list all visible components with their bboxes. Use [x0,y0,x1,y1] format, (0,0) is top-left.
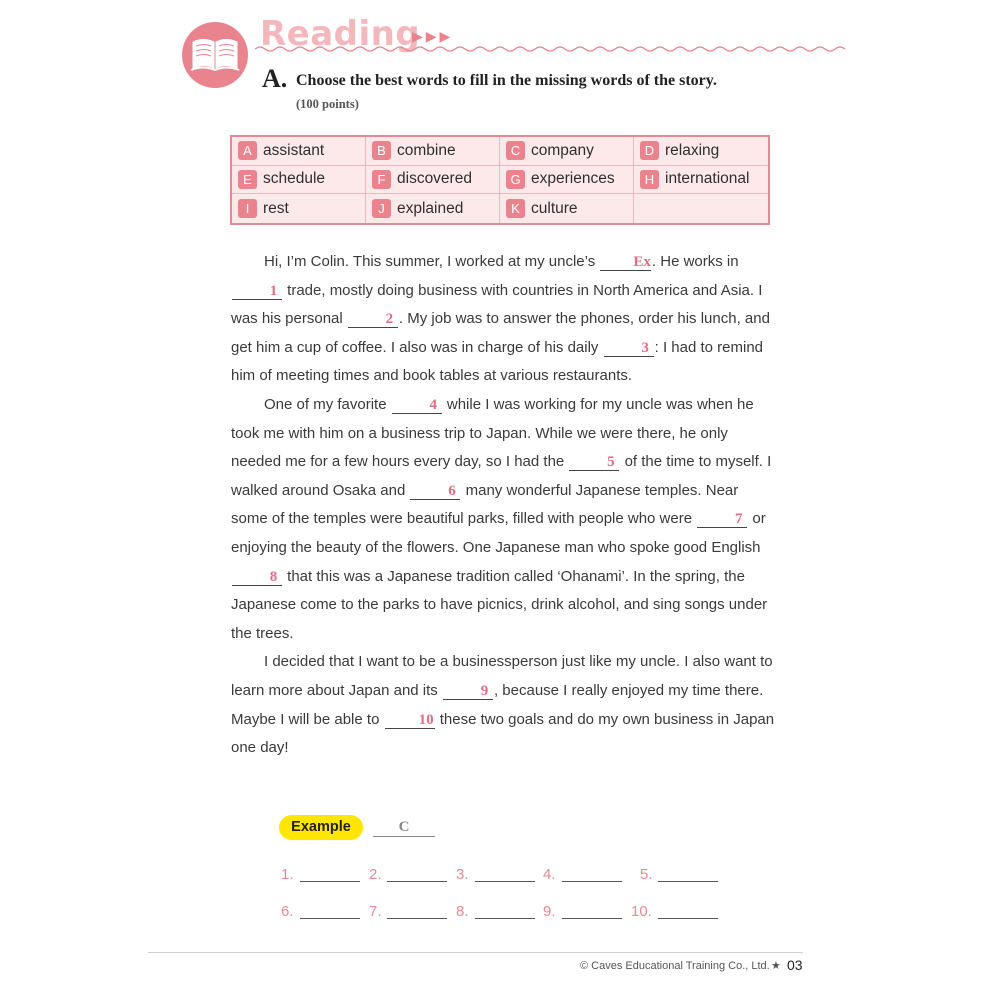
story-text-segment: One of my favorite [264,395,391,413]
story-paragraph-2 [231,391,776,648]
answer-line-2[interactable] [387,881,447,882]
answer-line-8[interactable] [475,918,535,919]
word-bank-letter: D [640,141,659,160]
blank-9[interactable] [443,683,493,700]
title-arrows: ▶▶▶ [412,28,454,44]
answer-label-6: 6. [281,903,294,920]
blank-number: 10 [418,711,434,728]
blank-2[interactable] [348,311,398,328]
word-bank-item [232,137,366,166]
word-bank-word: international [665,170,750,188]
word-bank-word: explained [397,199,464,217]
example-answer: C [373,818,435,837]
wavy-divider [255,44,855,54]
blank-6[interactable] [410,483,460,500]
blank-number: Ex [633,254,651,270]
story-text-segment: trade, mostly doing business with countries in North America and Asia. I was his personal [231,281,763,328]
answer-label-9: 9. [543,903,556,920]
word-bank-item [500,194,634,223]
story-text-segment: that this was a Japanese tradition called ‘Ohanami’. In the spring, the Japanese come to the parks to have picnics, drink alcohol, and sing songs under the trees. [231,567,768,642]
blank-number: 3 [641,339,649,356]
word-bank-item [500,137,634,166]
blank-3[interactable] [604,340,654,357]
story-text-segment: . He works in [651,253,739,270]
word-bank-letter: I [238,199,257,218]
word-bank-item [232,194,366,223]
word-bank-item [634,137,768,166]
word-bank-letter: C [506,141,525,160]
answer-label-2: 2. [369,866,382,883]
word-bank-item [500,166,634,195]
story-text-segment: while I was working for my uncle was when he took me with him on a business trip to Japan. While we were there, he only needed me for a few hours every day, so I had the [231,395,754,471]
word-bank-letter: F [372,170,391,189]
page-number: 03 [787,957,803,973]
blank-1[interactable] [232,283,282,300]
star-icon: ★ [771,960,781,972]
story-text-segment: . My job was to answer the phones, order his lunch, and get him a cup of coffee. I also was in charge of his daily [231,310,770,356]
answer-label-1: 1. [281,866,294,883]
answer-label-3: 3. [456,866,469,883]
footer-divider [148,952,803,953]
answer-line-6[interactable] [300,918,360,919]
blank-number: 1 [269,282,278,299]
story-text-segment: : I had to remind him of meeting times and book tables at various restaurants. [231,338,764,385]
blank-number: 4 [429,396,437,413]
answer-line-1[interactable] [300,881,360,882]
part-letter: A. [262,64,288,93]
points-label: (100 points) [296,97,359,111]
answer-label-7: 7. [369,903,382,920]
answer-line-4[interactable] [562,881,622,882]
book-icon-badge [182,22,248,88]
story-paragraph-1 [231,248,776,391]
copyright-text: © Caves Educational Training Co., Ltd. [580,960,770,972]
answer-line-9[interactable] [562,918,622,919]
word-bank-item [232,166,366,195]
word-bank-item [366,166,500,195]
word-bank-word: culture [531,199,578,217]
blank-number: 7 [735,511,743,528]
answer-label-4: 4. [543,866,556,883]
word-bank-word: company [531,141,594,159]
word-bank-letter: B [372,141,391,160]
word-bank-word: discovered [397,170,472,188]
blank-number: 6 [448,482,456,499]
word-bank-letter: A [238,141,257,160]
blank-4[interactable] [392,397,442,414]
word-bank-item [366,137,500,166]
blank-number: 2 [385,311,394,328]
word-bank-word: schedule [263,170,326,188]
story-text [231,248,776,763]
word-bank-word: assistant [263,141,325,159]
story-paragraph-3 [231,648,776,762]
story-text-segment: many wonderful Japanese temples. Near some of the temples were beautiful parks, filled with people who were [231,481,739,528]
story-text-segment: of the time to myself. I walked around Osaka and [231,453,772,499]
word-bank-letter: K [506,199,525,218]
story-text-segment: these two goals and do my own business in Japan one day! [231,710,775,757]
open-book-icon [190,36,240,74]
blank-example[interactable] [600,254,651,271]
answer-label-10: 10. [631,903,652,920]
word-bank [230,135,770,225]
example-label: Example [279,815,363,840]
blank-number: 8 [269,568,278,585]
word-bank-item [634,166,768,195]
blank-number: 9 [480,682,489,699]
word-bank-word: experiences [531,170,615,188]
word-bank-empty-cell [634,194,768,223]
blank-10[interactable] [385,712,435,729]
word-bank-word: relaxing [665,141,720,159]
word-bank-word: combine [397,141,456,159]
answer-line-10[interactable] [658,918,718,919]
answer-line-3[interactable] [475,881,535,882]
story-text-segment: , because I really enjoyed my time there. Maybe I will be able to [231,681,764,728]
answer-label-5: 5. [640,866,653,883]
answer-label-8: 8. [456,903,469,920]
answer-line-7[interactable] [387,918,447,919]
word-bank-item [366,194,500,223]
word-bank-letter: E [238,170,257,189]
blank-number: 5 [607,454,615,471]
section-title: Reading [260,14,421,54]
word-bank-letter: G [506,170,525,189]
blank-8[interactable] [232,569,282,586]
blank-7[interactable] [697,511,747,528]
story-text-segment: or enjoying the beauty of the flowers. One Japanese man who spoke good English [231,510,766,556]
answer-line-5[interactable] [658,881,718,882]
word-bank-word: rest [263,199,289,217]
word-bank-letter: H [640,170,659,189]
instruction-text: Choose the best words to fill in the missing words of the story. [296,72,717,89]
story-text-segment: I decided that I want to be a businessperson just like my uncle. I also want to learn more about Japan and its [231,653,773,699]
word-bank-letter: J [372,199,391,218]
blank-5[interactable] [569,454,619,471]
story-text-segment: Hi, I’m Colin. This summer, I worked at my uncle’s [264,253,600,270]
